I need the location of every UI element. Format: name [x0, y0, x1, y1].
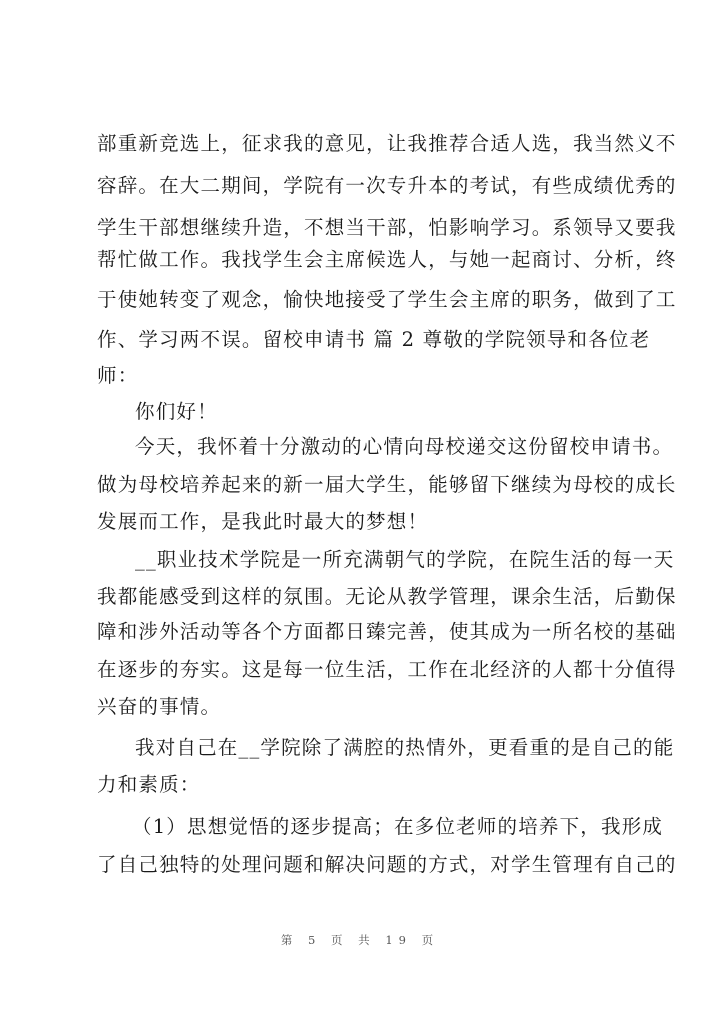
body-line: 力和素质： [97, 773, 201, 796]
body-line: 于使她转变了观念，愉快地接受了学生会主席的职务，做到了工 [97, 288, 677, 311]
body-line: 发展而工作，是我此时最大的梦想！ [97, 510, 429, 533]
body-line: 帮忙做工作。我找学生会主席候选人，与她一起商讨、分析，终 [97, 248, 677, 271]
body-line: 在逐步的夯实。这是每一位生活，工作在北经济的人都十分值得 [97, 658, 677, 681]
page-number-footer: 第 5 页 共 19 页 [280, 933, 440, 947]
body-line: 我对自己在__学院除了满腔的热情外，更看重的是自己的能 [135, 736, 675, 759]
body-line: 了自己独特的处理问题和解决问题的方式，对学生管理有自己的 [97, 853, 677, 876]
body-line: 我都能感受到这样的氛围。无论从教学管理，课余生活，后勤保 [97, 585, 677, 608]
body-line: 部重新竞选上，征求我的意见，让我推荐合适人选，我当然义不 [97, 132, 677, 155]
body-line: （1）思想觉悟的逐步提高；在多位老师的培养下，我形成 [132, 815, 664, 838]
body-line: 做为母校培养起来的新一届大学生，能够留下继续为母校的成长 [97, 473, 677, 496]
body-line: 障和涉外活动等各个方面都日臻完善，使其成为一所名校的基础 [97, 620, 677, 643]
body-line: 作、学习两不误。留校申请书 篇 2 尊敬的学院领导和各位老 [97, 328, 651, 351]
greeting-line: 你们好！ [135, 400, 218, 423]
body-line: 学生干部想继续升造，不想当干部，怕影响学习。系领导又要我 [97, 216, 677, 239]
body-line: 师： [97, 364, 139, 387]
body-line: 今天，我怀着十分激动的心情向母校递交这份留校申请书。 [135, 435, 674, 458]
body-line: 容辞。在大二期间，学院有一次专升本的考试，有些成绩优秀的 [97, 174, 677, 197]
body-line: __职业技术学院是一所充满朝气的学院，在院生活的每一天 [135, 548, 675, 571]
body-line: 兴奋的事情。 [97, 695, 222, 718]
